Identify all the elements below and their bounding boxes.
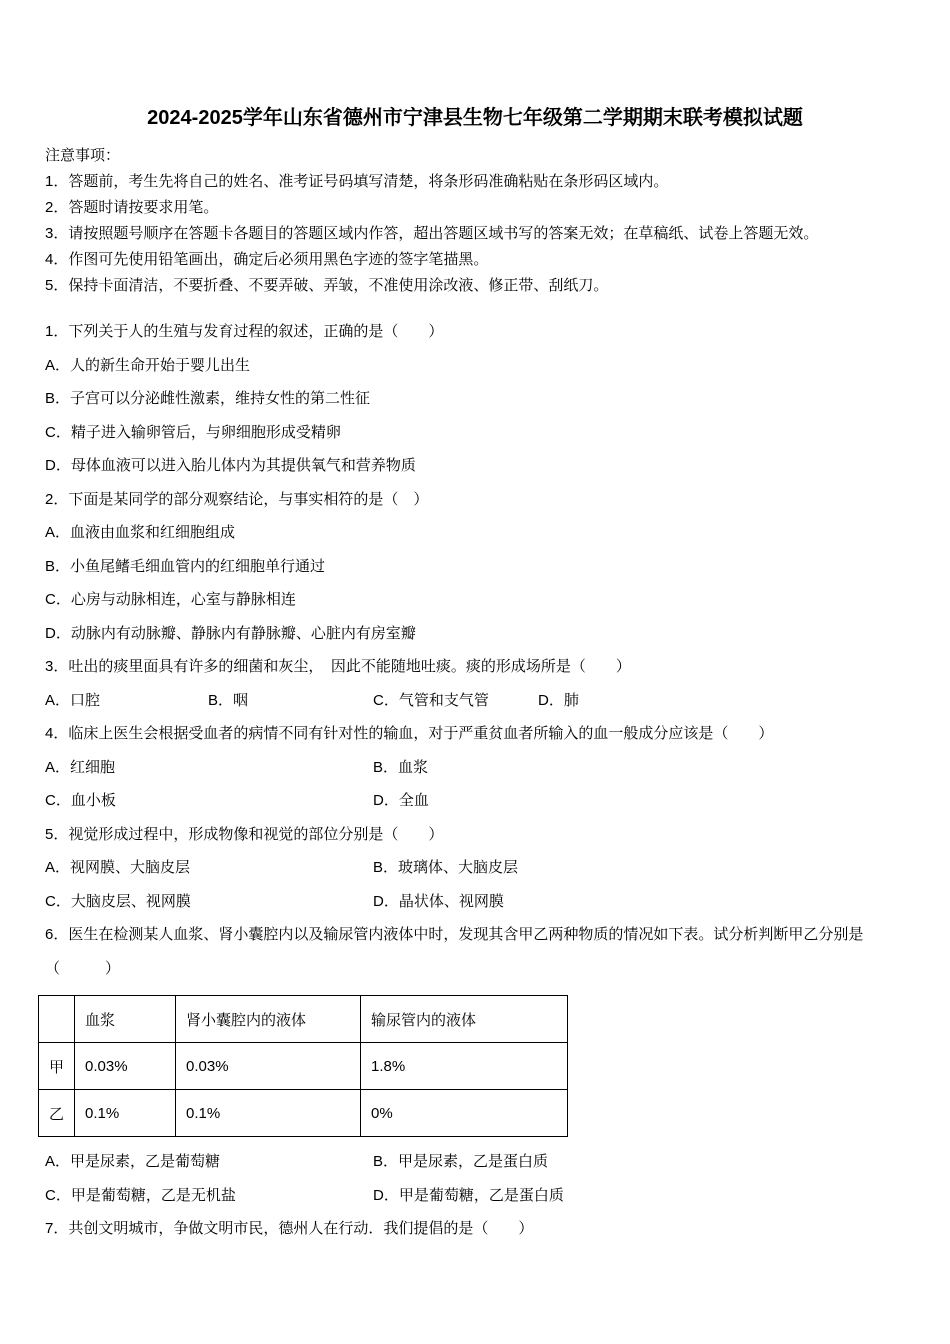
option: A．口腔 [45, 691, 101, 709]
table-header-cell: 输尿管内的液体 [361, 996, 568, 1043]
question [45, 717, 905, 818]
table-cell: 0.03% [176, 1043, 361, 1090]
option: B．玻璃体、大脑皮层 [373, 859, 519, 876]
notice-item: 1．答题前，考生先将自己的姓名、准考证号码填写清楚，将条形码准确粘贴在条形码区域内。 [45, 173, 669, 190]
option: B．咽 [208, 691, 249, 709]
question [45, 918, 905, 1212]
question-stem: 4．临床上医生会根据受血者的病情不同有针对性的输血，对于严重贫血者所输入的血一般成分应该是（ ） [45, 725, 774, 742]
option: D．甲是葡萄糖，乙是蛋白质 [373, 1186, 564, 1204]
option: D．晶状体、视网膜 [373, 892, 504, 910]
table-cell: 1.8% [361, 1043, 568, 1090]
table-header-cell: 肾小囊腔内的液体 [176, 996, 361, 1043]
table-cell: 甲 [39, 1043, 75, 1090]
notice-item: 3．请按照题号顺序在答题卡各题目的答题区域内作答，超出答题区域书写的答案无效；在草稿纸、试卷上答题无效。 [45, 225, 819, 242]
table-header-cell: 血浆 [75, 996, 176, 1043]
notice-item: 5．保持卡面清洁，不要折叠、不要弄破、弄皱，不准使用涂改液、修正带、刮纸刀。 [45, 277, 609, 294]
option: D．全血 [373, 792, 429, 809]
table-cell: 0.1% [75, 1090, 176, 1137]
options-row [45, 751, 905, 785]
options-row [45, 1145, 905, 1179]
option: C．大脑皮层、视网膜 [45, 892, 191, 910]
page-title: 2024-2025学年山东省德州市宁津县生物七年级第二学期期末联考模拟试题 [147, 107, 803, 129]
question-stem: 1．下列关于人的生殖与发育过程的叙述，正确的是（ ） [45, 323, 444, 340]
options-row [45, 1179, 905, 1213]
question-stem: 6．医生在检测某人血浆、肾小囊腔内以及输尿管内液体中时，发现其含甲乙两种物质的情况如下表。试分析判断甲乙分别是（ ） [45, 926, 864, 977]
option: B．子宫可以分泌雌性激素，维持女性的第二性征 [45, 390, 371, 407]
options-row [45, 851, 905, 885]
option: C．精子进入输卵管后，与卵细胞形成受精卵 [45, 423, 341, 441]
question [45, 818, 905, 919]
options-row [45, 684, 905, 718]
option: A．视网膜、大脑皮层 [45, 859, 191, 876]
option: C．气管和支气管 [373, 691, 489, 709]
question-stem: 2．下面是某同学的部分观察结论，与事实相符的是（ ） [45, 490, 429, 508]
question-stem: 5．视觉形成过程中，形成物像和视觉的部位分别是（ ） [45, 825, 444, 843]
question-stem: 3．吐出的痰里面具有许多的细菌和灰尘， 因此不能随地吐痰。痰的形成场所是（ ） [45, 658, 631, 675]
table-header-cell [39, 996, 75, 1043]
notice-heading: 注意事项： [45, 147, 121, 164]
table-cell: 0% [361, 1090, 568, 1137]
option: A．人的新生命开始于婴儿出生 [45, 356, 251, 374]
table-row [39, 1090, 568, 1137]
option: C．心房与动脉相连，心室与静脉相连 [45, 591, 296, 608]
option: D．动脉内有动脉瓣、静脉内有静脉瓣、心脏内有房室瓣 [45, 624, 416, 642]
question [45, 650, 905, 717]
option: B．甲是尿素，乙是蛋白质 [373, 1153, 549, 1170]
options-row [45, 885, 905, 919]
options-row [45, 784, 905, 818]
notice-list [45, 169, 905, 299]
question [45, 1212, 905, 1246]
option: D．母体血液可以进入胎儿体内为其提供氧气和营养物质 [45, 457, 416, 474]
table-header-row [39, 996, 568, 1043]
option: C．甲是葡萄糖，乙是无机盐 [45, 1186, 236, 1204]
data-table [38, 995, 568, 1137]
option: C．血小板 [45, 792, 116, 809]
question [45, 483, 905, 651]
question [45, 315, 905, 483]
option: A．甲是尿素，乙是葡萄糖 [45, 1153, 221, 1170]
option: A．红细胞 [45, 758, 116, 776]
table-cell: 0.03% [75, 1043, 176, 1090]
notice-section [45, 143, 905, 299]
question-list [45, 315, 905, 1246]
table-cell: 乙 [39, 1090, 75, 1137]
option: B．血浆 [373, 758, 429, 776]
question-stem: 7．共创文明城市，争做文明市民，德州人在行动．我们提倡的是（ ） [45, 1220, 534, 1237]
table-row [39, 1043, 568, 1090]
option: A．血液由血浆和红细胞组成 [45, 524, 236, 541]
option: B．小鱼尾鳍毛细血管内的红细胞单行通过 [45, 557, 326, 575]
notice-item: 2．答题时请按要求用笔。 [45, 199, 219, 216]
table-cell: 0.1% [176, 1090, 361, 1137]
notice-item: 4．作图可先使用铅笔画出，确定后必须用黑色字迹的签字笔描黑。 [45, 251, 489, 268]
option: D．肺 [538, 691, 579, 709]
